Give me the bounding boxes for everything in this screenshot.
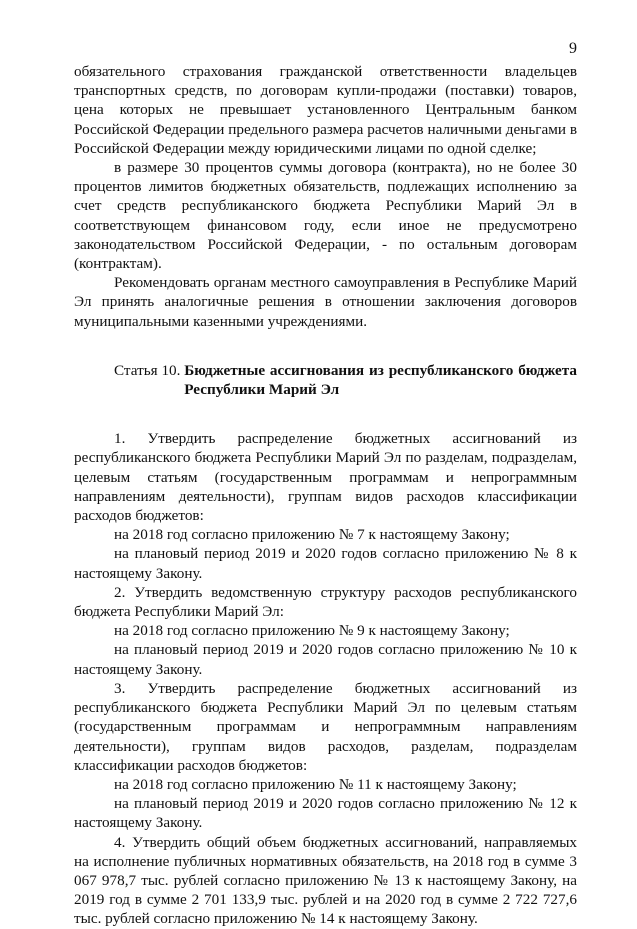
- paragraph: 3. Утвердить распределение бюджетных ассигнований из республиканского бюджета Республики Марий Эл по целевым статьям (государственным программам и непрограммным направлениям деятельности), группам видов расходов, разделам, подразделам классификации расходов бюджетов:: [74, 679, 577, 774]
- paragraph: 4. Утвердить общий объем бюджетных ассигнований, направляемых на исполнение публичных нормативных обязательств, на 2018 год в сумме 3 067 978,7 тыс. рублей согласно приложению № 13 к настоящему Закону, на 2019 год в сумме 2 701 133,9 тыс. рублей и на 2020 год в сумме 2 722 727,6 тыс. рублей согласно приложению № 14 к настоящему Закону.: [74, 833, 577, 928]
- article-heading: [74, 361, 577, 399]
- paragraph: на 2018 год согласно приложению № 7 к настоящему Закону;: [114, 526, 510, 544]
- paragraph: обязательного страхования гражданской ответственности владельцев транспортных средств, по договорам купли-продажи (поставки) товаров, цена которых не превышает установленного Центральным банком Российской Федерации предельного размера расчетов наличными деньгами в Российской Федерации между юридическими лицами по одной сделке;: [74, 63, 577, 157]
- article-title: Бюджетные ассигнования из республиканского бюджета Республики Марий Эл: [184, 361, 577, 399]
- paragraph: Рекомендовать органам местного самоуправления в Республике Марий Эл принять аналогичные решения в отношении заключения договоров муниципальными казенными учреждениями.: [74, 274, 577, 330]
- paragraph: 1. Утвердить распределение бюджетных ассигнований из республиканского бюджета Республики Марий Эл по разделам, подразделам, целевым статьям (государственным программам и непрограммным направлениям деятельности), группам видов расходов классификации расходов бюджетов:: [74, 430, 577, 525]
- paragraph: на 2018 год согласно приложению № 11 к настоящему Закону;: [114, 775, 517, 793]
- paragraph: в размере 30 процентов суммы договора (контракта), но не более 30 процентов лимитов бюджетных обязательств, подлежащих исполнению за счет средств республиканского бюджета Республики Марий Эл в соответствующем финансовом году, если иное не предусмотрено законодательством Российской Федерации, - по остальным договорам (контрактам).: [74, 159, 577, 273]
- paragraph: на плановый период 2019 и 2020 годов согласно приложению № 12 к настоящему Закону.: [74, 795, 577, 832]
- top-section: [74, 62, 577, 331]
- paragraph: на 2018 год согласно приложению № 9 к настоящему Закону;: [114, 622, 510, 640]
- paragraph: на плановый период 2019 и 2020 годов согласно приложению № 8 к настоящему Закону.: [74, 545, 577, 582]
- paragraph: 2. Утвердить ведомственную структуру расходов республиканского бюджета Республики Марий Эл:: [74, 583, 577, 621]
- article-body: [74, 429, 577, 928]
- article-label: Статья 10.: [114, 361, 181, 379]
- page-number: 9: [569, 40, 577, 57]
- paragraph: на плановый период 2019 и 2020 годов согласно приложению № 10 к настоящему Закону.: [74, 641, 577, 678]
